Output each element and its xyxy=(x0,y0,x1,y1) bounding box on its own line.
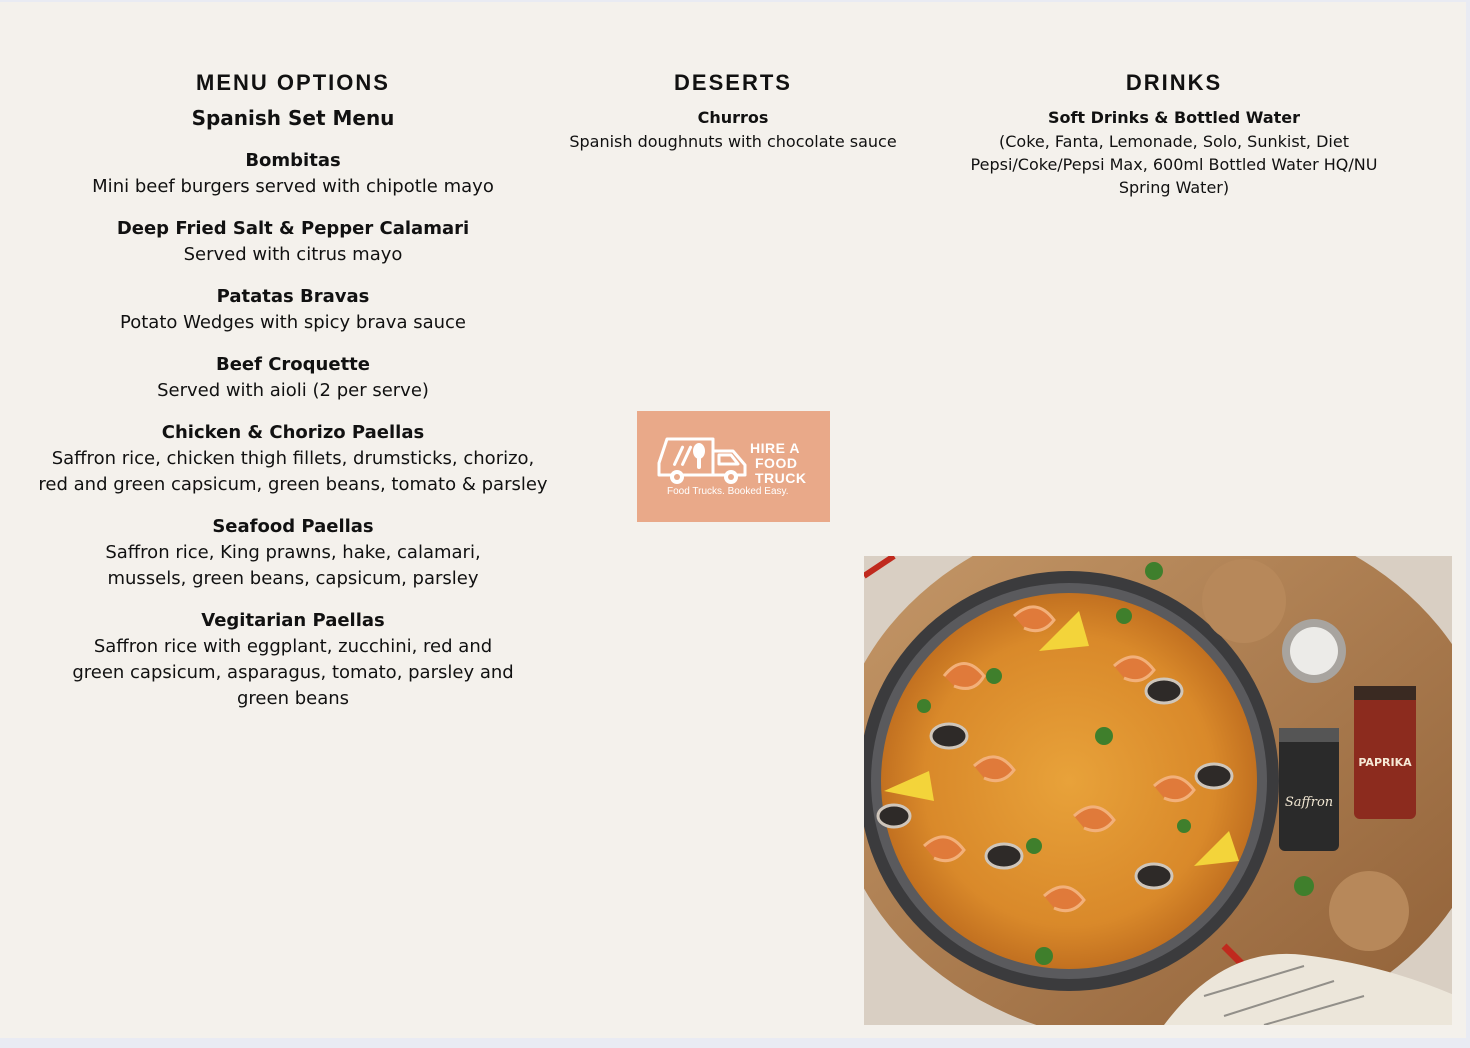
menu-item xyxy=(30,284,556,336)
menu-item-title: Beef Croquette xyxy=(215,354,370,375)
paprika-jar-label: PAPRIKA xyxy=(1358,756,1412,769)
menu-item xyxy=(30,608,556,712)
logo-line-2: FOOD xyxy=(755,455,798,471)
menu-item-title: Seafood Paellas xyxy=(212,516,374,537)
menu-item-title: Bombitas xyxy=(245,150,341,171)
menu-item-title: Patatas Bravas xyxy=(216,286,370,307)
deserts-column xyxy=(560,70,906,169)
set-menu-title: Spanish Set Menu xyxy=(191,106,395,130)
drink-item-title: Soft Drinks & Bottled Water xyxy=(1047,108,1301,127)
food-truck-icon xyxy=(637,411,830,522)
menu-item-title: Deep Fried Salt & Pepper Calamari xyxy=(116,218,470,239)
menu-item-description: Mini beef burgers served with chipotle mayo xyxy=(92,176,494,197)
menu-item-description: Served with citrus mayo xyxy=(183,244,403,265)
menu-options-heading: MENU OPTIONS xyxy=(196,70,390,95)
drinks-heading: DRINKS xyxy=(1125,70,1223,95)
menu-item xyxy=(30,514,556,592)
logo-line-3: TRUCK xyxy=(755,470,807,486)
paella-photo xyxy=(864,556,1452,1025)
menu-options-column xyxy=(30,70,556,728)
desert-item-description: Spanish doughnuts with chocolate sauce xyxy=(569,132,897,151)
desert-item-title: Churros xyxy=(697,108,769,127)
menu-item-description: Saffron rice, King prawns, hake, calamari, mussels, green beans, capsicum, parsley xyxy=(105,542,481,589)
menu-item-description: Potato Wedges with spicy brava sauce xyxy=(120,312,466,333)
drink-item-description: (Coke, Fanta, Lemonade, Solo, Sunkist, Diet Pepsi/Coke/Pepsi Max, 600ml Bottled Water HQ/NU Spring Water) xyxy=(970,132,1378,197)
menu-item xyxy=(30,216,556,268)
drink-item xyxy=(946,106,1402,199)
menu-item xyxy=(30,352,556,404)
menu-item-title: Vegitarian Paellas xyxy=(201,610,385,631)
menu-item xyxy=(30,420,556,498)
hire-a-food-truck-logo xyxy=(637,411,830,522)
desert-item xyxy=(560,106,906,153)
menu-item-title: Chicken & Chorizo Paellas xyxy=(161,422,425,443)
menu-item xyxy=(30,148,556,200)
logo-tagline: Food Trucks. Booked Easy. xyxy=(667,486,789,497)
menu-item-description: Saffron rice with eggplant, zucchini, red and green capsicum, asparagus, tomato, parsley and green beans xyxy=(72,636,514,709)
menu-item-description: Saffron rice, chicken thigh fillets, drumsticks, chorizo, red and green capsicum, green beans, tomato & parsley xyxy=(38,448,548,495)
saffron-jar-label: Saffron xyxy=(1284,795,1334,810)
drinks-column xyxy=(946,70,1402,215)
menu-item-description: Served with aioli (2 per serve) xyxy=(157,380,429,401)
deserts-heading: DESERTS xyxy=(674,70,792,95)
menu-page xyxy=(0,2,1466,1038)
logo-line-1: HIRE A xyxy=(750,440,800,456)
